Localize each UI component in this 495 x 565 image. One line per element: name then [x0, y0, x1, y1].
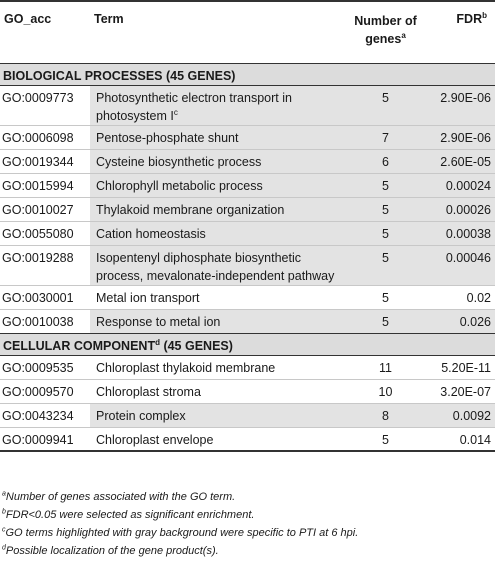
footnote-mark-c: c: [173, 107, 178, 117]
table-row: [0, 355, 495, 379]
table-row: [0, 125, 495, 149]
gene-count: 5: [382, 432, 389, 447]
table-row: [0, 245, 495, 285]
gene-count: 6: [348, 149, 423, 173]
footnote-mark-d: d: [155, 337, 160, 347]
gene-count: 5: [348, 245, 423, 285]
fdr-value: 0.00038: [423, 221, 495, 245]
go-term: Chloroplast stroma: [96, 384, 201, 399]
go-accession: GO:0010027: [2, 202, 74, 217]
footnote-mark-a: a: [401, 30, 406, 40]
go-accession: GO:0009535: [2, 360, 74, 375]
go-term: Chloroplast thylakoid membrane: [96, 360, 276, 375]
gene-count: 11: [379, 360, 392, 375]
fdr-value: 5.20E-11: [441, 360, 491, 375]
table-row: [0, 173, 495, 197]
gene-count: 5: [348, 173, 423, 197]
fdr-value: 0.014: [459, 432, 491, 447]
footnote: $^a$Number of genes associated with the GO term.: [2, 490, 236, 503]
table-row: [0, 403, 495, 427]
fdr-value: 3.20E-07: [440, 384, 491, 399]
table-row: [0, 427, 495, 451]
go-term: Cation homeostasis: [90, 221, 348, 245]
fdr-value: 0.00026: [423, 197, 495, 221]
go-term: Photosynthetic electron transport in photosystem $I^c$: [90, 85, 348, 125]
go-term: Chlorophyll metabolic process: [90, 173, 348, 197]
header-go-acc: GO_acc: [4, 12, 52, 26]
fdr-value: 0.02: [466, 290, 491, 305]
gene-count: 7: [348, 125, 423, 149]
fdr-value: 2.90E-06: [423, 125, 495, 149]
section-title: BIOLOGICAL PROCESSES (45 GENES): [0, 63, 495, 85]
go-accession: GO:0015994: [2, 178, 74, 193]
go-term: Response to metal ion: [90, 309, 348, 333]
table-row: [0, 309, 495, 333]
table-body: [0, 63, 495, 451]
go-accession: GO:0019288: [2, 250, 74, 265]
go-accession: GO:0055080: [2, 226, 74, 241]
footnote: $^c$GO terms highlighted with gray background were specific to PTI at 6 hpi.: [2, 526, 359, 539]
fdr-value: 0.00024: [423, 173, 495, 197]
go-term: Metal ion transport: [96, 290, 200, 305]
fdr-value: 2.60E-05: [423, 149, 495, 173]
gene-count: 8: [348, 403, 423, 427]
header-number-of-genes: Number of genes$^a$: [354, 14, 417, 46]
footnote: $^d$Possible localization of the gene product(s).: [2, 544, 219, 557]
fdr-value: 0.00046: [423, 245, 495, 285]
gene-count: 5: [348, 197, 423, 221]
go-term: Protein complex: [90, 403, 348, 427]
table-row: [0, 197, 495, 221]
go-accession: GO:0043234: [2, 408, 74, 423]
header-term: Term: [94, 12, 124, 26]
go-accession: GO:0019344: [2, 154, 74, 169]
go-accession: GO:0009941: [2, 432, 74, 447]
section-header-row: [0, 333, 495, 355]
gene-count: 10: [378, 384, 393, 399]
fdr-value: 0.026: [423, 309, 495, 333]
go-accession: GO:0006098: [2, 130, 74, 145]
table-row: [0, 379, 495, 403]
section-title: CELLULAR COMPONENT$^d$ (45 GENES): [0, 333, 495, 355]
table-row: [0, 85, 495, 125]
go-term: Pentose-phosphate shunt: [90, 125, 348, 149]
footnotes: [2, 488, 492, 560]
go-term: Cysteine biosynthetic process: [90, 149, 348, 173]
gene-count: 5: [382, 290, 389, 305]
go-term: Thylakoid membrane organization: [90, 197, 348, 221]
table-header: [0, 1, 495, 63]
go-accession: GO:0010038: [2, 314, 74, 329]
fdr-value: 0.0092: [423, 403, 495, 427]
gene-count: 5: [348, 85, 423, 125]
header-fdr: FDR$^b$: [456, 10, 487, 26]
table-row: [0, 221, 495, 245]
gene-count: 5: [348, 309, 423, 333]
go-accession: GO:0009773: [2, 90, 74, 105]
go-accession: GO:0030001: [2, 290, 74, 305]
fdr-value: 2.90E-06: [423, 85, 495, 125]
section-header-row: [0, 63, 495, 85]
go-term: Isopentenyl diphosphate biosynthetic process, mevalonate-independent pathway: [90, 245, 348, 285]
table-row: [0, 149, 495, 173]
go-accession: GO:0009570: [2, 384, 74, 399]
go-term: Chloroplast envelope: [96, 432, 214, 447]
footnote: $^b$FDR<0.05 were selected as significant enrichment.: [2, 508, 255, 521]
footnote-mark-b: b: [482, 10, 487, 20]
table-row: [0, 285, 495, 309]
gene-count: 5: [348, 221, 423, 245]
